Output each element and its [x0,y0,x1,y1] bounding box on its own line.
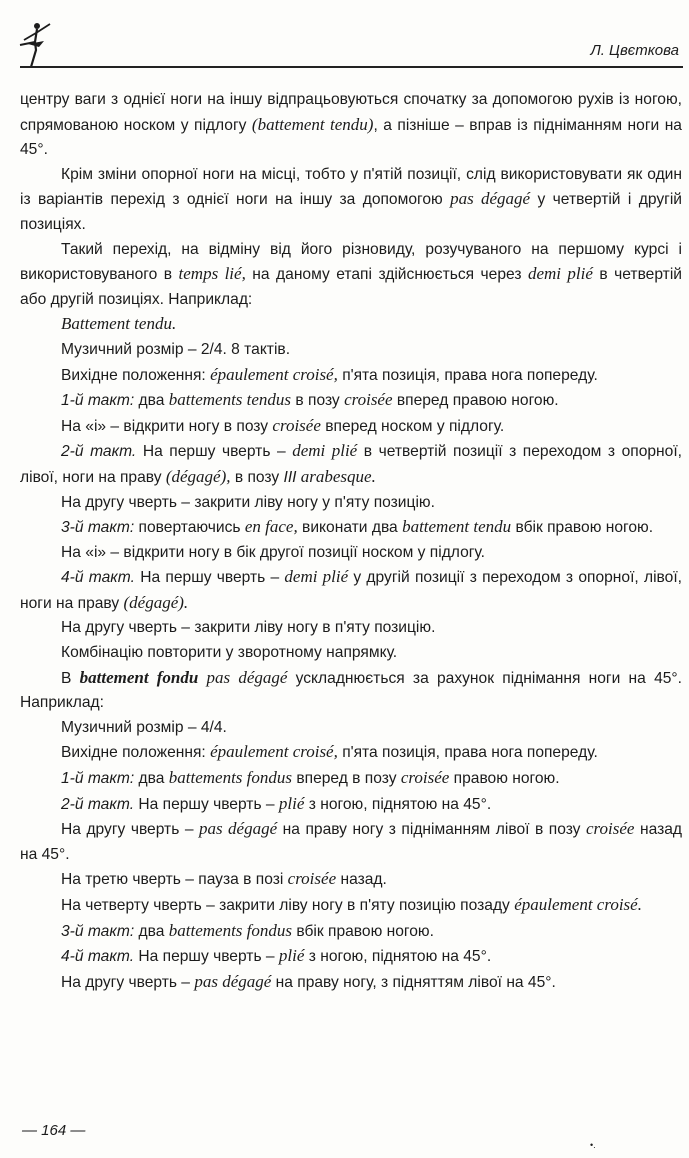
paragraph: 1-й такт: два battements tendus в позу croisée вперед правою ногою. [61,390,559,410]
paragraph: В battement fondu pas dégagé ускладнюється за рахунок піднімання ноги на 45°. Наприклад: [20,667,682,712]
ballerina-icon [14,20,54,70]
paragraph: 4-й такт. На першу чверть – plié з ногою, піднятою на 45°. [61,946,492,966]
page-body [20,88,682,995]
exercise-title: Battement tendu. [61,314,177,334]
paragraph: 1-й такт: два battements fondus вперед в позу croisée правою ногою. [61,768,560,788]
paragraph: 2-й такт. На першу чверть – plié з ногою, піднятою на 45°. [61,793,492,813]
running-header-author: Л. Цвєткова [590,42,679,59]
paragraph: На «і» – відкрити ногу в бік другої позиції носком у підлогу. [61,543,485,561]
paragraph: 3-й такт: два battements fondus вбік правою ногою. [61,920,434,940]
paragraph: Комбінацію повторити у зворотному напрямку. [61,644,398,662]
paragraph: 2-й такт. На першу чверть – demi plié в четвертій позиції з переходом з опорної, лівої, ноги на праву (dégagé), в позу III arabesque. [20,441,683,486]
paragraph: На другу чверть – закрити ліву ногу у п'яту позицію. [61,493,435,511]
paragraph: 3-й такт: повертаючись en face, виконати два battement tendu вбік правою ногою. [61,517,654,537]
header-rule [20,66,683,68]
page-number: — 164 — [22,1122,86,1139]
page-header [0,0,689,80]
paragraph: Вихідне положення: épaulement croisé, п'ята позиція, права нога попереду. [61,364,598,384]
print-marks: •. [590,1140,596,1150]
paragraph: Музичний розмір – 4/4. [61,718,227,736]
paragraph: центру ваги з однієї ноги на іншу відпрацьовуються спочатку за допомогою рухів із ногою, спрямованою носком у підлогу (battement tendu), а пізніше – вправ із підніманням ноги на 45°. [20,91,682,159]
paragraph: На «і» – відкрити ногу в позу croisée вперед носком у підлогу. [61,415,505,435]
paragraph: Крім зміни опорної ноги на місці, тобто у п'ятій позиції, слід використовувати як один із варіантів перехід з однієї ноги на іншу за допомогою pas dégagé у четвертій і другій позиціях. [20,165,682,233]
paragraph: На другу чверть – pas dégagé на праву ногу, з підняттям лівої на 45°. [61,971,556,991]
paragraph: На четверту чверть – закрити ліву ногу в п'яту позицію позаду épaulement croisé. [61,895,642,914]
paragraph: На другу чверть – pas dégagé на праву ногу з підніманням лівої в позу croisée назад на 45°. [20,819,682,863]
paragraph: 4-й такт. На першу чверть – demi plié у другій позиції з переходом з опорної, лівої, ноги на праву (dégagé). [20,567,682,612]
paragraph: Такий перехід, на відміну від його різновиду, розучуваного на першому курсі і використовуваного в temps lié, на даному етапі здійснюється через demi plié в четвертій або другій позиціях. Наприклад: [20,240,682,308]
paragraph: На другу чверть – закрити ліву ногу в п'яту позицію. [61,619,436,637]
paragraph: На третю чверть – пауза в позі croisée назад. [61,869,387,889]
paragraph: Музичний розмір – 2/4. 8 тактів. [61,340,291,358]
paragraph: Вихідне положення: épaulement croisé, п'ята позиція, права нога попереду. [61,742,598,762]
